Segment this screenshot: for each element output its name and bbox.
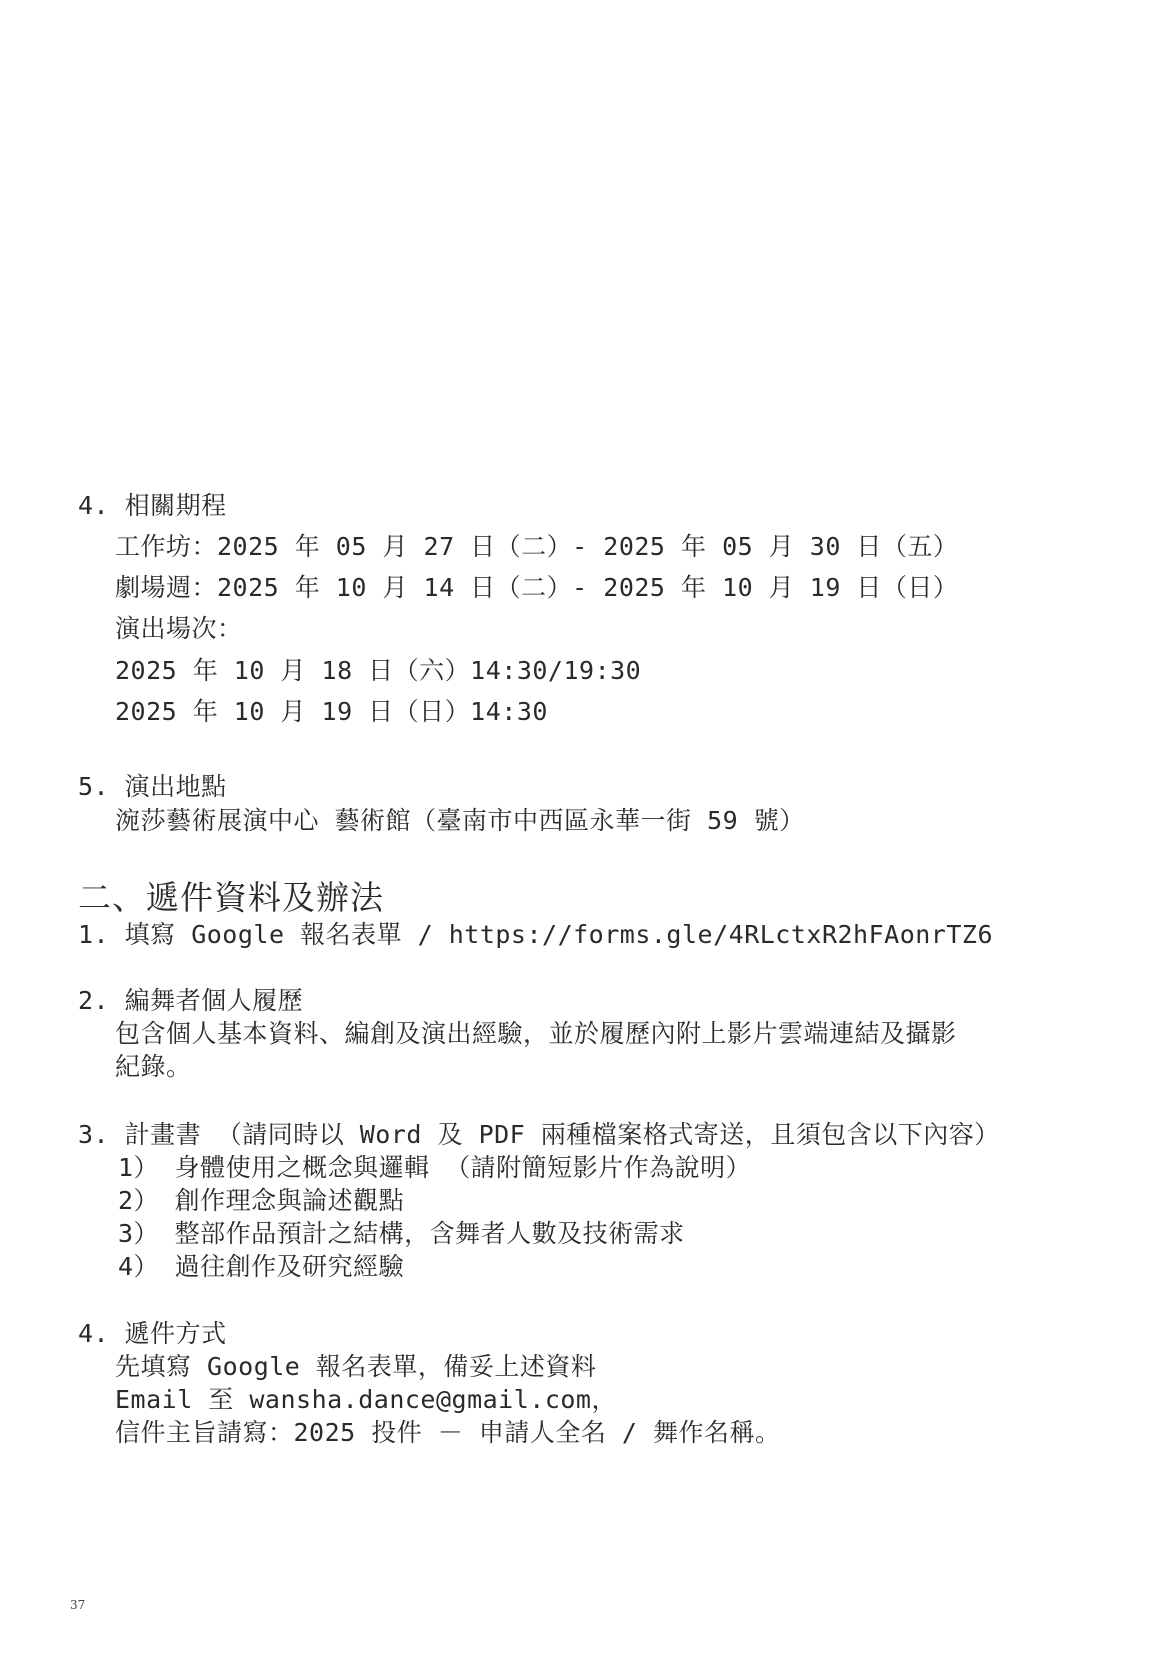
- item2-line1: 包含個人基本資料、編創及演出經驗，並於履歷內附上影片雲端連結及攝影: [115, 1019, 957, 1048]
- item2-heading: 2. 編舞者個人履歷: [78, 986, 304, 1015]
- workshop-dates: 工作坊：2025 年 05 月 27 日（二）- 2025 年 05 月 30 日（五）: [115, 532, 959, 561]
- page-number: 37: [70, 1598, 86, 1612]
- venue-heading: 5. 演出地點: [78, 772, 227, 801]
- item4-heading: 4. 遞件方式: [78, 1319, 227, 1348]
- item3-sub-3: 3） 整部作品預計之結構，含舞者人數及技術需求: [118, 1219, 685, 1248]
- shows-label: 演出場次：: [115, 614, 243, 643]
- item2-line2: 紀錄。: [115, 1052, 192, 1081]
- theatre-week-dates: 劇場週：2025 年 10 月 14 日（二）- 2025 年 10 月 19 日（日）: [115, 573, 959, 602]
- schedule-heading: 4. 相關期程: [78, 491, 227, 520]
- item4-email: Email 至 wansha.dance@gmail.com，: [115, 1385, 617, 1414]
- item1-google-form: 1. 填寫 Google 報名表單 / https://forms.gle/4RLctxR2hFAonrTZ6: [78, 920, 994, 949]
- show-date-1: 2025 年 10 月 18 日（六）14:30/19:30: [115, 656, 642, 685]
- item3-sub-1: 1） 身體使用之概念與邏輯 （請附簡短影片作為說明）: [118, 1153, 752, 1182]
- show-date-2: 2025 年 10 月 19 日（日）14:30: [115, 697, 548, 726]
- item4-subject: 信件主旨請寫：2025 投件 － 申請人全名 / 舞作名稱。: [115, 1418, 781, 1447]
- item3-heading: 3. 計畫書 （請同時以 Word 及 PDF 兩種檔案格式寄送，且須包含以下內容）: [78, 1120, 1000, 1149]
- venue-address: 涴莎藝術展演中心 藝術館（臺南市中西區永華一街 59 號）: [115, 806, 805, 835]
- item3-sub-4: 4） 過往創作及研究經驗: [118, 1252, 405, 1281]
- item4-line1: 先填寫 Google 報名表單，備妥上述資料: [115, 1352, 597, 1381]
- section2-title: 二、遞件資料及辦法: [78, 878, 384, 917]
- item3-sub-2: 2） 創作理念與論述觀點: [118, 1186, 405, 1215]
